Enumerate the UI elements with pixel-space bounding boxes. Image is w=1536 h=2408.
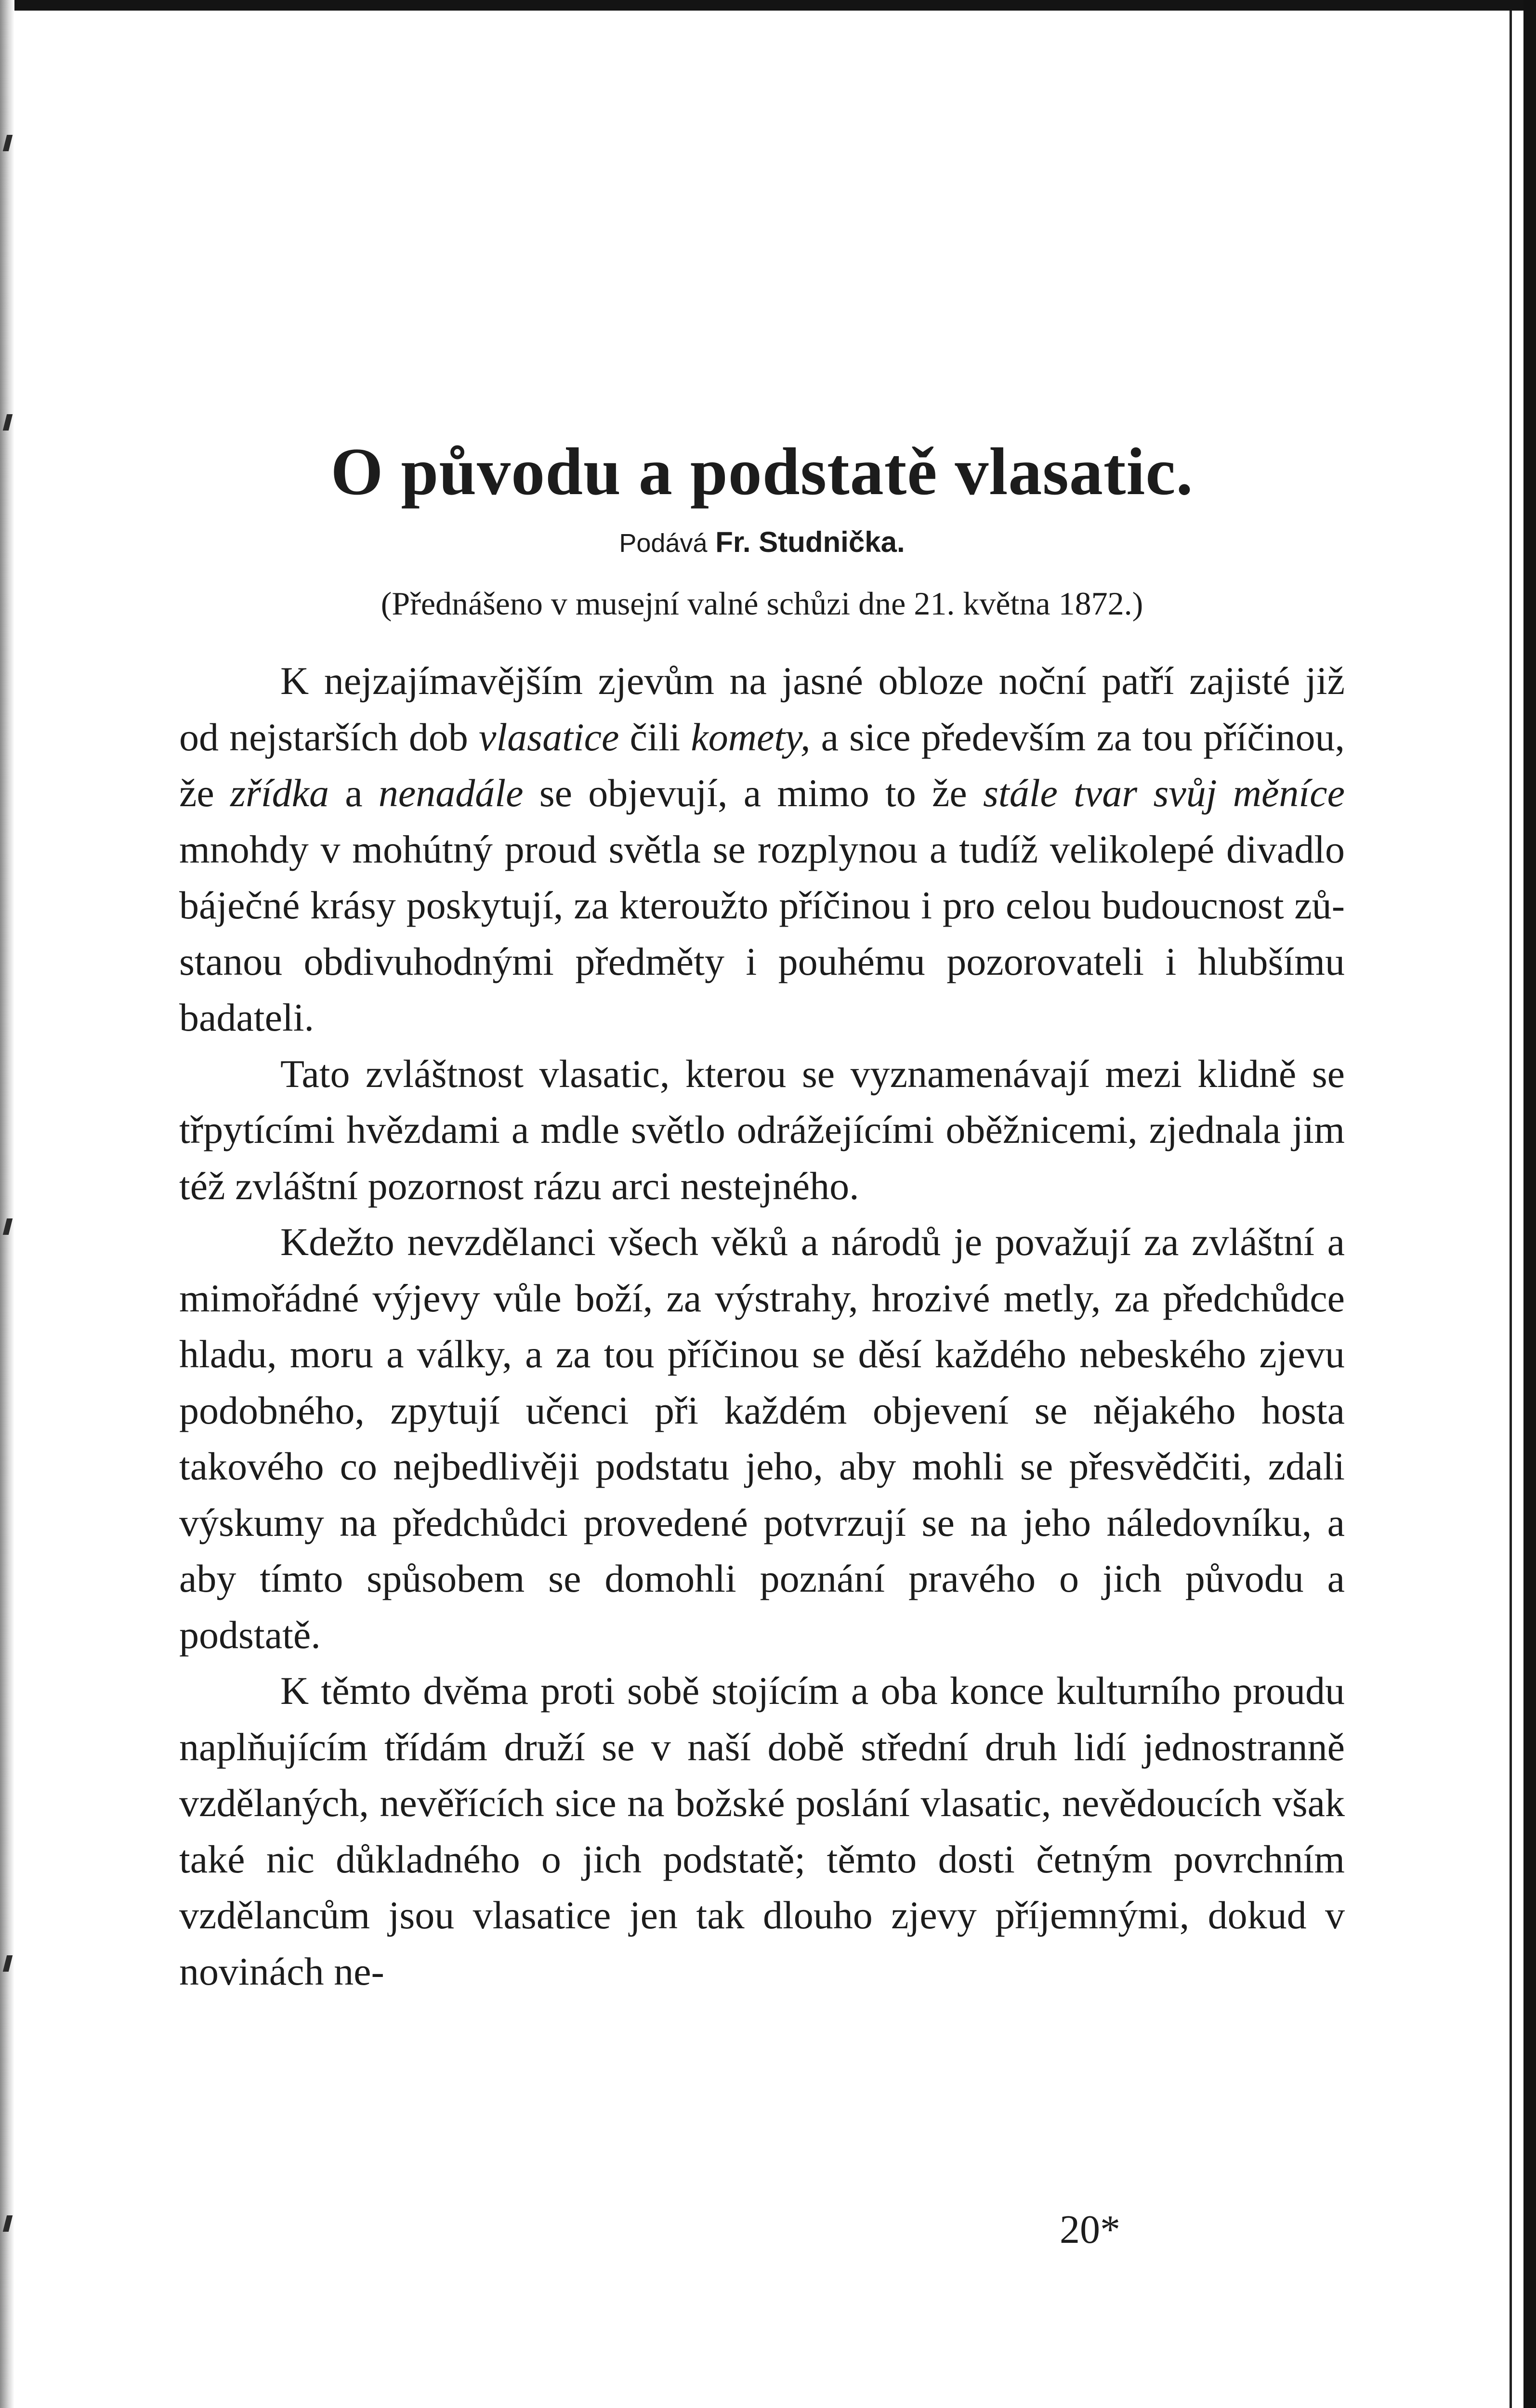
paragraph-text: K těmto dvěma proti sobě stojícím a oba konce kulturního proudu naplňujícím třídám druží se v naší době střední druh lidí jednostranně vzdělaných, nevěřících sice na božské poslání vlasatic, nevědoucích však také nic důkladného o jich podstatě; těmto dosti četným povrchním vzdělancům jsou vlasatice jen tak dlouho zjevy příjemnými, dokud v novinách ne- [179,1669,1345,1993]
emphasized-term: vlasatice [478,715,619,759]
emphasized-term: zřídka [230,771,329,815]
paragraph-text: a sice především za tou příčinou, že [179,715,1345,815]
lecture-note: (Přednášeno v musejní valné schůzi dne 21. května 1872.) [381,585,1143,622]
scan-right-edge [1523,0,1536,2408]
paragraph-text: čili [619,715,691,759]
paragraph-text: Kdežto nevzdělanci všech věků a národů je považují za zvláštní a mimořádné výjevy vůle boží, za výstrahy, hrozivé metly, za předchůdce hladu, moru a války, a za tou příčinou se děsí každého nebeského zjevu podobného, zpytují učenci při každém objevení se nějakého hosta takového co nejbedlivěji podstatu jeho, aby mohli se přesvědčiti, zdali výskumy na předchůdci provedené potvrzují se na jeho náledovníku, a aby tímto spůsobem se domohli poznání pravého o jich původu a podstatě. [179,1220,1345,1657]
page-folio: 20* [1060,2207,1120,2252]
emphasized-term: stále tvar svůj měníce [983,771,1345,815]
paragraph-text: mnohdy v mohútný proud světla se rozplynou a tudíž velikolepé divadlo báječné krásy poskytují, za kteroužto příčinou i pro celou budoucnost zůstanou obdivuhodnými předměty i pouhému pozorovateli i hlubšímu badateli. [179,827,1345,1039]
emphasized-term: nenadále [378,771,524,815]
paragraph-text: a [329,771,379,815]
byline-lead: Podává [619,529,708,558]
paragraph-text: Tato zvláštnost vlasatic, kterou se vyznamenávají mezi klidně se třpytícími hvězdami a mdle světlo odrážejícími oběžnicemi, zjednala jim též zvláštní pozornost rázu arci nestejného. [179,1051,1345,1208]
emphasized-term: komety, [691,715,811,759]
page-content [179,433,1345,2000]
author-name: Fr. Studnička. [715,526,905,558]
scan-top-edge [0,0,1536,11]
article-body [179,653,1345,2000]
scan-left-edge [0,0,14,2408]
body-paragraph [179,653,1345,1046]
paragraph-text: se objevují, a mimo to že [523,771,984,815]
scan-right-rule [1510,11,1512,2408]
body-paragraph [179,1046,1345,1215]
article-title: O původu a podstatě vlasatic. [330,434,1194,509]
paragraph-text: K nejzajímavějším zjevům na jasné obloze noční patří zajisté již od nejstarších dob [179,659,1345,759]
body-paragraph [179,1214,1345,1663]
body-paragraph [179,1663,1345,2000]
byline [179,523,1345,563]
